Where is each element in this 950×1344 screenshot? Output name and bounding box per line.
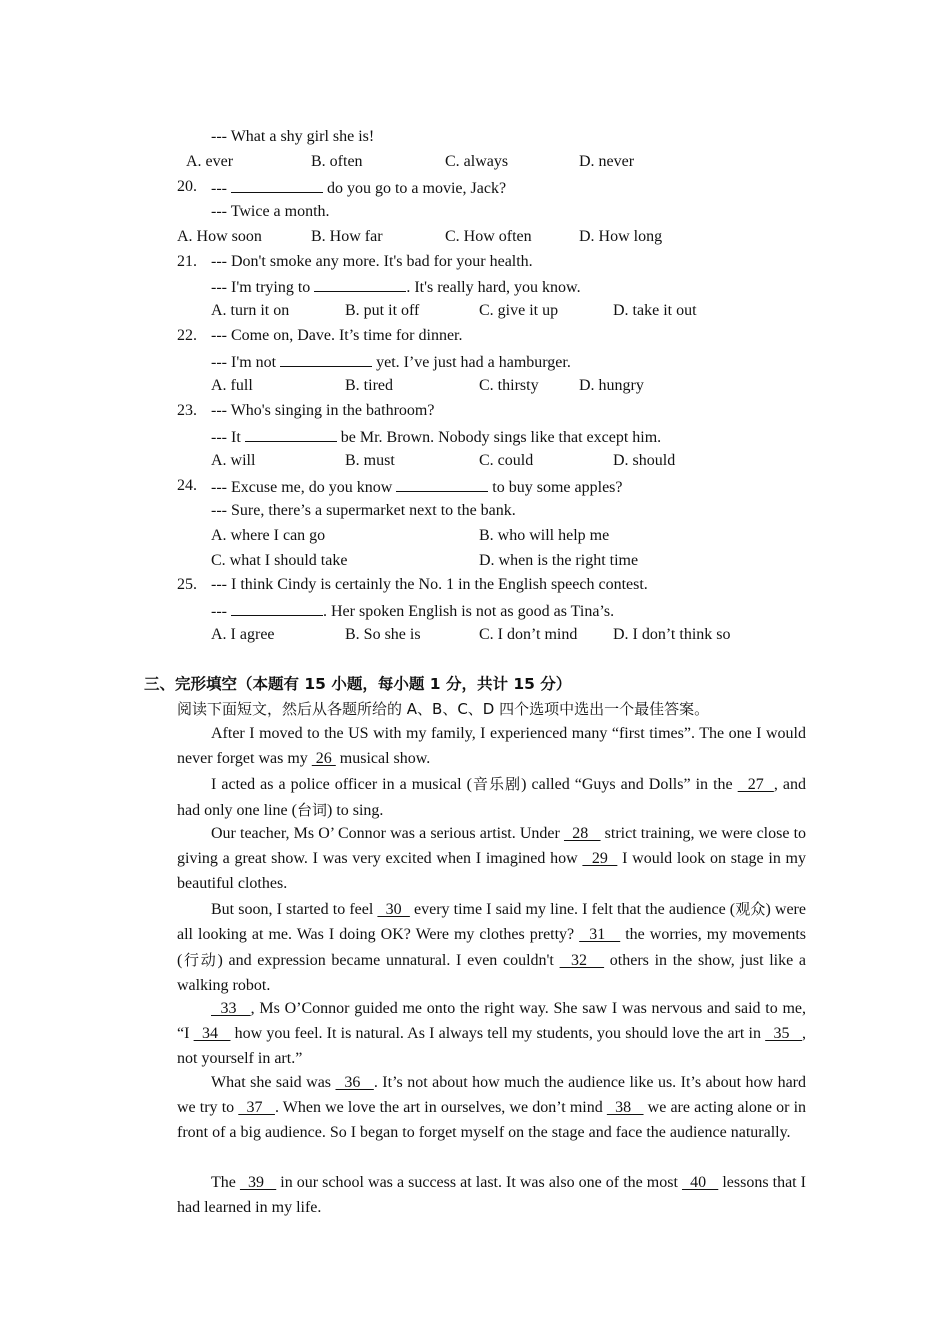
q20-number: 20. bbox=[177, 178, 197, 195]
cloze-blank-31: 31 bbox=[579, 925, 621, 943]
q23-option-b: B. must bbox=[345, 452, 395, 469]
q24-line1 bbox=[211, 476, 623, 498]
q25-number: 25. bbox=[177, 576, 197, 593]
q22-answer-blank bbox=[280, 351, 372, 367]
cloze-blank-33: 33 bbox=[211, 1000, 251, 1017]
passage-paragraph-3 bbox=[177, 822, 806, 897]
passage-text: I acted as a police officer in a musical ( bbox=[211, 776, 472, 793]
q23-line2 bbox=[211, 426, 661, 448]
q22-option-c: C. thirsty bbox=[479, 377, 539, 394]
passage-chinese-gloss: 台词 bbox=[296, 800, 327, 819]
q24-option-d: D. when is the right time bbox=[479, 552, 639, 569]
passage-chinese-gloss: 音乐剧 bbox=[471, 775, 522, 793]
cloze-blank-34: 34 bbox=[193, 1024, 231, 1042]
cloze-blank-36: 36 bbox=[335, 1074, 374, 1091]
cloze-blank-28: 28 bbox=[563, 825, 601, 842]
q23-answer-blank bbox=[245, 426, 337, 442]
cloze-blank-32: 32 bbox=[559, 951, 605, 969]
passage-text: What she said was bbox=[211, 1074, 336, 1091]
passage-paragraph-2 bbox=[177, 772, 806, 824]
q21-number: 21. bbox=[177, 253, 197, 270]
cloze-blank-26: 26 bbox=[311, 749, 336, 767]
passage-text: But soon, I started to feel bbox=[211, 901, 378, 918]
passage-text: ) called “Guys and Dolls” in the bbox=[521, 776, 738, 793]
passage-text: . When we love the art in ourselves, we don’t mind bbox=[274, 1098, 607, 1116]
passage-text: others in the show, just like a walking robot. bbox=[177, 951, 807, 994]
q23-option-a: A. will bbox=[211, 452, 256, 469]
q23-number: 23. bbox=[177, 402, 197, 419]
q20-line2: --- Twice a month. bbox=[211, 203, 330, 220]
q25-line2 bbox=[211, 600, 614, 622]
q25-option-a: A. I agree bbox=[211, 626, 275, 643]
passage-text: Our teacher, Ms O’ Connor was a serious artist. Under bbox=[211, 825, 564, 842]
passage-paragraph-4 bbox=[177, 897, 806, 999]
q23-line2-pre: --- It bbox=[211, 429, 241, 446]
q25-answer-blank bbox=[231, 600, 323, 616]
q21-answer-blank bbox=[314, 276, 406, 292]
q22-number: 22. bbox=[177, 327, 197, 344]
cloze-blank-38: 38 bbox=[606, 1098, 644, 1116]
passage-text: how you feel. It is natural. As I always tell my students, you should love the art in bbox=[230, 1024, 766, 1042]
q25-option-d: D. I don’t think so bbox=[613, 626, 731, 643]
passage-text: . It’s not about how much the audience like us. It’s about how hard we try to bbox=[177, 1074, 806, 1116]
passage-text: ) to sing. bbox=[326, 801, 384, 819]
q20-line1 bbox=[211, 177, 506, 199]
q20-option-a: A. How soon bbox=[177, 228, 262, 245]
passage-text: every time I said my line. I felt that the audience ( bbox=[409, 901, 736, 918]
passage-text: in our school was a success at last. It was also one of the most bbox=[276, 1174, 682, 1191]
passage-paragraph-7 bbox=[177, 1171, 806, 1221]
q20-option-b: B. How far bbox=[311, 228, 383, 245]
q20-option-c: C. How often bbox=[445, 228, 532, 245]
q21-option-d: D. take it out bbox=[613, 302, 697, 319]
q25-line1: --- I think Cindy is certainly the No. 1 in the English speech contest. bbox=[211, 576, 648, 593]
passage-text: , Ms O’Connor guided me onto the right way. She saw I was nervous and said to me, “I bbox=[177, 1000, 807, 1042]
q23-line2-post: be Mr. Brown. Nobody sings like that except him. bbox=[340, 429, 662, 446]
passage-text: , not yourself in art.” bbox=[177, 1024, 807, 1067]
passage-text: we are acting alone or in front of a big audience. So I began to forget myself on the stage and face the audience naturally. bbox=[177, 1098, 807, 1141]
q22-line2 bbox=[211, 351, 571, 373]
passage-chinese-gloss: 行动 bbox=[182, 950, 218, 969]
q24-option-a: A. where I can go bbox=[211, 527, 326, 544]
q21-option-b: B. put it off bbox=[345, 302, 420, 319]
q22-line2-pre: --- I'm not bbox=[211, 354, 277, 371]
passage-text: ) and expression became unnatural. I even couldn't bbox=[217, 951, 560, 969]
q21-line2-post: . It's really hard, you know. bbox=[406, 279, 581, 296]
passage-text: lessons that I had learned in my life. bbox=[177, 1174, 807, 1216]
q21-line2-pre: --- I'm trying to bbox=[211, 279, 311, 296]
q22-line1: --- Come on, Dave. It’s time for dinner. bbox=[211, 327, 463, 344]
q21-line1: --- Don't smoke any more. It's bad for your health. bbox=[211, 253, 533, 270]
q25-option-b: B. So she is bbox=[345, 626, 421, 643]
q25-option-c: C. I don’t mind bbox=[479, 626, 578, 643]
cloze-blank-39: 39 bbox=[239, 1174, 277, 1191]
q24-line1-pre: --- Excuse me, do you know bbox=[211, 479, 393, 496]
passage-paragraph-1 bbox=[177, 722, 806, 772]
cloze-blank-29: 29 bbox=[582, 849, 618, 867]
q22-option-d: D. hungry bbox=[579, 377, 644, 394]
q21-option-a: A. turn it on bbox=[211, 302, 290, 319]
q23-option-d: D. should bbox=[613, 452, 676, 469]
cloze-blank-27: 27 bbox=[737, 776, 774, 793]
q20-line1-pre: --- bbox=[211, 180, 227, 197]
q19-option-c: C. always bbox=[445, 153, 509, 170]
q22-option-b: B. tired bbox=[345, 377, 393, 394]
passage-text: , and had only one line ( bbox=[177, 776, 807, 819]
q23-line1: --- Who's singing in the bathroom? bbox=[211, 402, 435, 419]
passage-paragraph-6 bbox=[177, 1071, 806, 1146]
q24-option-b: B. who will help me bbox=[479, 527, 610, 544]
passage-paragraph-5 bbox=[177, 997, 806, 1072]
passage-text: After I moved to the US with my family, I experienced many “first times”. The one I would never forget was my bbox=[177, 725, 806, 767]
q21-option-c: C. give it up bbox=[479, 302, 559, 319]
passage-text: ) were all looking at me. Was I doing OK? Were my clothes pretty? bbox=[177, 901, 806, 943]
q20-answer-blank bbox=[231, 177, 323, 193]
q24-number: 24. bbox=[177, 477, 197, 494]
q24-answer-blank bbox=[396, 476, 488, 492]
q20-line1-post: do you go to a movie, Jack? bbox=[326, 180, 507, 197]
q25-line2-post: . Her spoken English is not as good as Tina’s. bbox=[322, 603, 615, 620]
q24-option-c: C. what I should take bbox=[211, 552, 348, 569]
q19-option-d: D. never bbox=[579, 153, 635, 170]
cloze-blank-30: 30 bbox=[377, 901, 410, 918]
q21-line2 bbox=[211, 276, 581, 298]
q24-line2: --- Sure, there’s a supermarket next to the bank. bbox=[211, 502, 516, 519]
q22-option-a: A. full bbox=[211, 377, 253, 394]
section3-instruction: 阅读下面短文，然后从各题所给的 A、B、C、D 四个选项中选出一个最佳答案。 bbox=[177, 700, 710, 718]
passage-text: The bbox=[211, 1174, 240, 1191]
q20-option-d: D. How long bbox=[579, 228, 663, 245]
passage-chinese-gloss: 观众 bbox=[735, 900, 766, 918]
q19-dialogue-line: --- What a shy girl she is! bbox=[211, 128, 375, 145]
q25-line2-pre: --- bbox=[211, 603, 227, 620]
q19-option-a: A. ever bbox=[186, 153, 234, 170]
passage-text: I would look on stage in my beautiful clothes. bbox=[177, 849, 807, 892]
cloze-blank-40: 40 bbox=[681, 1174, 719, 1191]
q19-option-b: B. often bbox=[311, 153, 363, 170]
passage-text: musical show. bbox=[335, 749, 431, 767]
q23-option-c: C. could bbox=[479, 452, 534, 469]
passage-text: the worries, my movements ( bbox=[177, 925, 806, 969]
cloze-blank-37: 37 bbox=[238, 1098, 275, 1116]
cloze-blank-35: 35 bbox=[765, 1024, 803, 1042]
section3-heading: 三、完形填空（本题有 15 小题，每小题 1 分，共计 15 分） bbox=[144, 675, 572, 693]
q24-line1-post: to buy some apples? bbox=[492, 479, 623, 496]
passage-text: strict training, we were close to giving a great show. I was very excited when I imagined how bbox=[177, 825, 807, 867]
q22-line2-post: yet. I’ve just had a hamburger. bbox=[376, 354, 571, 371]
